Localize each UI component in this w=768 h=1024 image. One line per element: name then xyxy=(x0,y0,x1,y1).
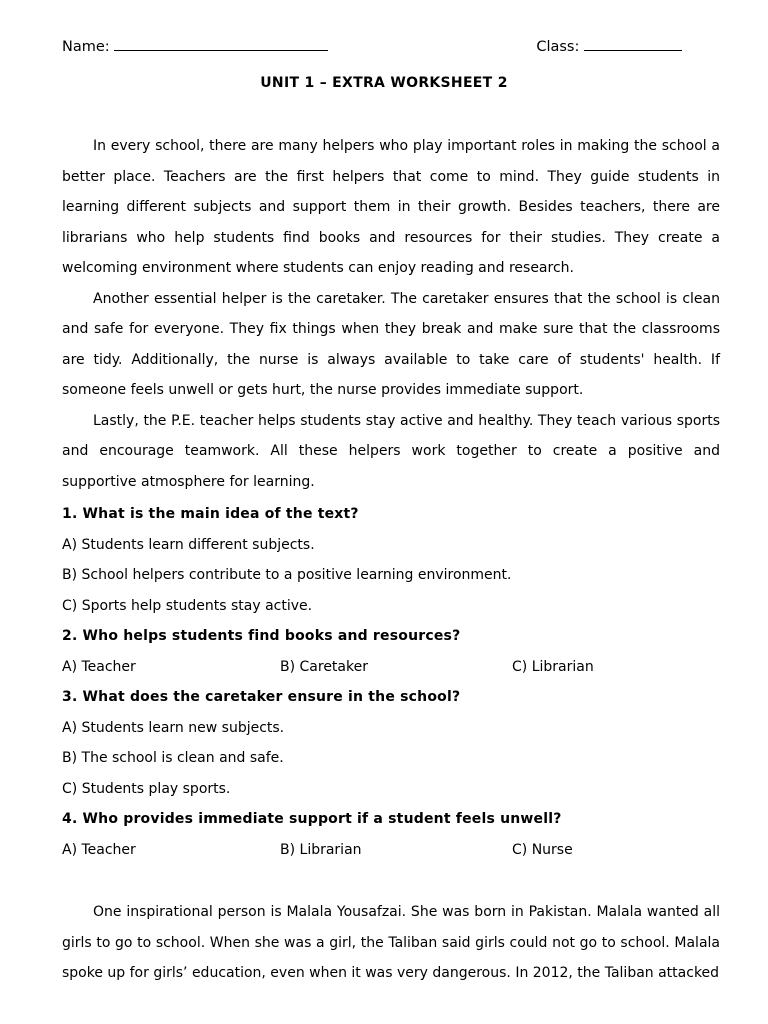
answer-option[interactable]: B) Librarian xyxy=(280,841,362,858)
question-title: 4. Who provides immediate support if a student feels unwell? xyxy=(62,811,562,827)
answer-option[interactable]: C) Nurse xyxy=(512,841,573,858)
name-label: Name: xyxy=(62,39,110,55)
answer-option[interactable]: A) Students learn different subjects. xyxy=(62,536,315,553)
answer-option[interactable]: B) Caretaker xyxy=(280,658,368,675)
answer-options-row xyxy=(62,652,720,683)
answer-option[interactable]: B) School helpers contribute to a positive learning environment. xyxy=(62,567,512,583)
question-title: 1. What is the main idea of the text? xyxy=(62,506,359,522)
class-blank[interactable] xyxy=(584,36,682,51)
passage-helpers xyxy=(62,131,720,497)
question-title: 2. Who helps students find books and resources? xyxy=(62,628,461,644)
answer-option[interactable]: A) Teacher xyxy=(62,658,136,675)
answer-option[interactable]: C) Students play sports. xyxy=(62,780,231,797)
class-field xyxy=(536,36,682,56)
worksheet-title: UNIT 1 – EXTRA WORKSHEET 2 xyxy=(260,75,508,91)
name-field xyxy=(62,36,328,56)
answer-option[interactable]: C) Librarian xyxy=(512,658,594,675)
passage-paragraph: One inspirational person is Malala Yousafzai. She was born in Pakistan. Malala wanted all girls to go to school. When she was a girl, the Taliban said girls could not go to school. Malala spoke up for girls’ education, even when it was very dangerous. In 2012, the Taliban attacked xyxy=(62,904,720,981)
answer-option[interactable]: A) Students learn new subjects. xyxy=(62,719,285,736)
header-row xyxy=(62,36,682,56)
passage-paragraph: Lastly, the P.E. teacher helps students stay active and healthy. They teach various sports and encourage teamwork. All these helpers work together to create a positive and supportive atmosphere for learning. xyxy=(62,412,720,490)
question-title: 3. What does the caretaker ensure in the school? xyxy=(62,689,461,705)
passage-malala xyxy=(62,897,720,989)
passage-paragraph: Another essential helper is the caretaker. The caretaker ensures that the school is clean and safe for everyone. They fix things when they break and make sure that the classrooms are tidy. Additionally, the nurse is always available to take care of students' health. If someone feels unwell or gets hurt, the nurse provides immediate support. xyxy=(62,290,720,398)
answer-options-row xyxy=(62,835,720,866)
name-blank[interactable] xyxy=(114,36,328,51)
answer-option[interactable]: B) The school is clean and safe. xyxy=(62,750,284,766)
answer-option[interactable]: A) Teacher xyxy=(62,841,136,858)
questions-section xyxy=(62,499,720,865)
passage-paragraph: In every school, there are many helpers who play important roles in making the school a better place. Teachers are the first helpers that come to mind. They guide students in learning different subjects and support them in their growth. Besides teachers, there are librarians who help students find books and resources for their studies. They create a welcoming environment where students can enjoy reading and research. xyxy=(62,138,720,276)
class-label: Class: xyxy=(536,39,580,55)
answer-option[interactable]: C) Sports help students stay active. xyxy=(62,597,313,614)
